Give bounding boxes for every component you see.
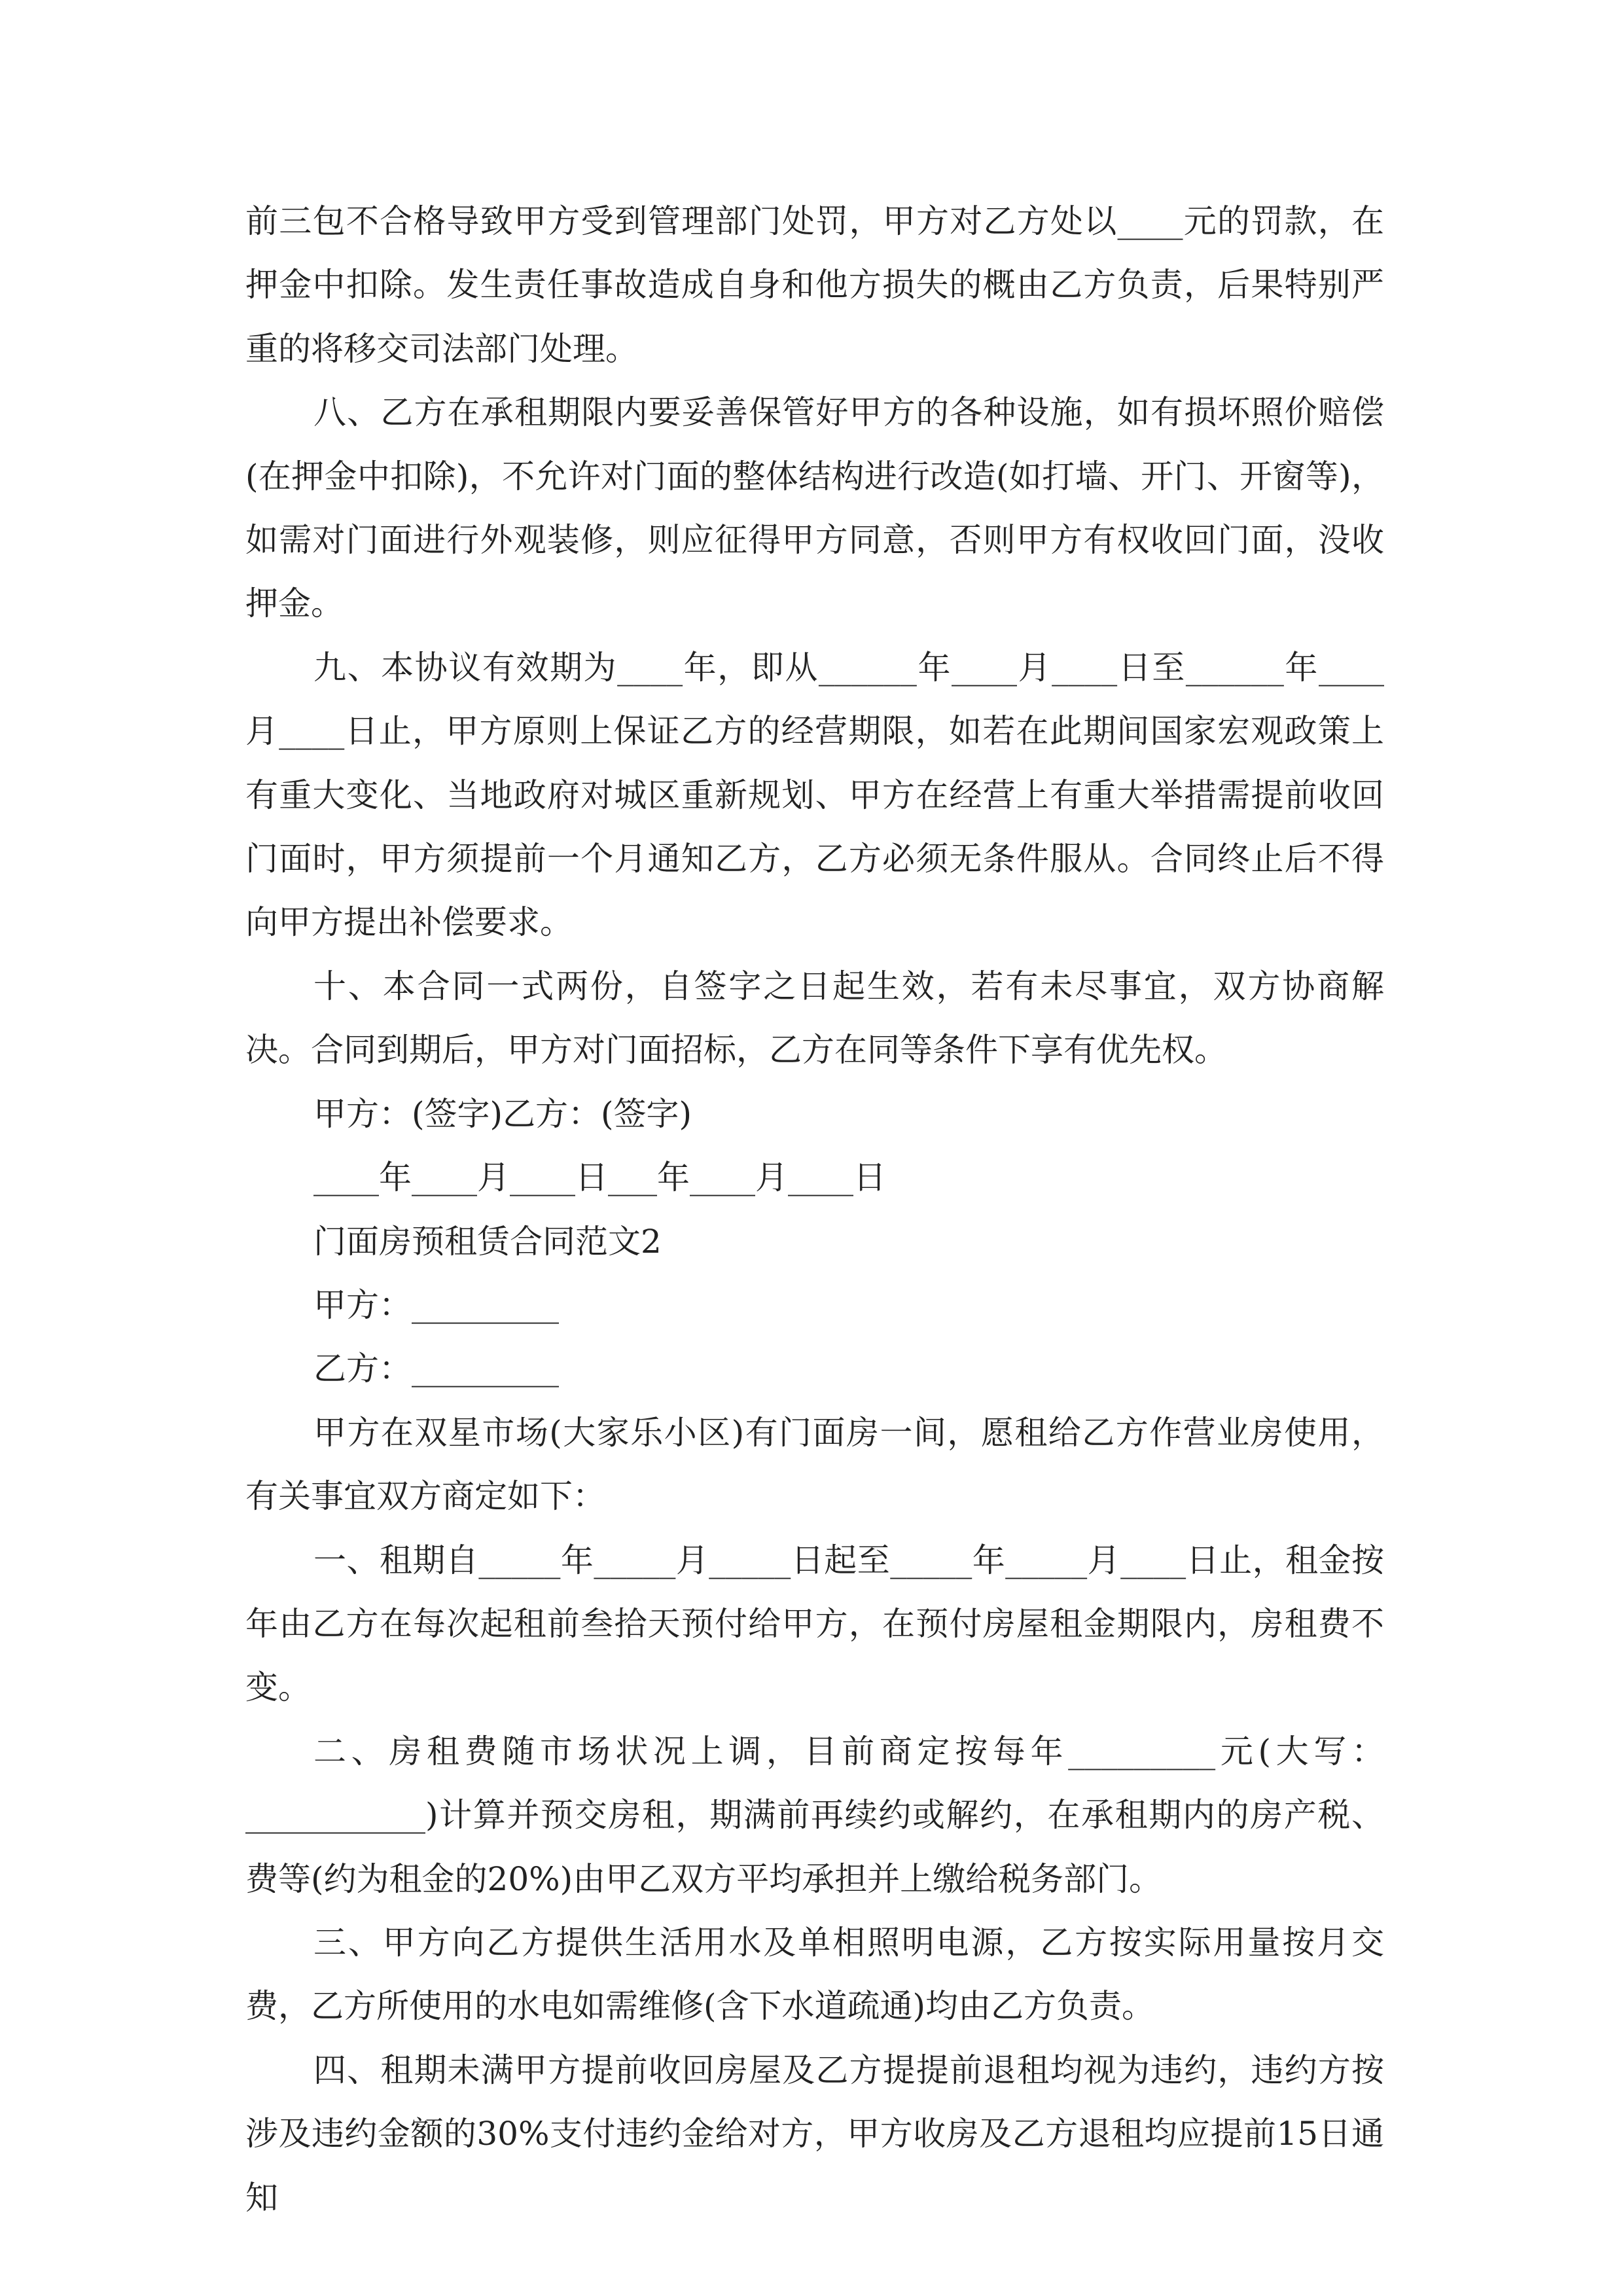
date-line: ____年____月____日___年____月____日 bbox=[313, 1158, 886, 1197]
contract-title: 门面房预租赁合同范文2 bbox=[313, 1222, 662, 1261]
party-a-line: 甲方：_________ bbox=[313, 1285, 559, 1324]
paragraph-clause-2: 二、房租费随市场状况上调，目前商定按每年_________元(大写：___________)计算并预交房租，期满前再续约或解约，在承租期内的房产税、费等(约为租金的20%)由甲乙双方平均承担并上缴给税务部门。 bbox=[245, 1732, 1384, 1898]
paragraph-clause-3: 三、甲方向乙方提供生活用水及单相照明电源，乙方按实际用量按月交费，乙方所使用的水电如需维修(含下水道疏通)均由乙方负责。 bbox=[245, 1923, 1384, 2026]
party-b-line: 乙方：_________ bbox=[313, 1350, 559, 1388]
paragraph-clause-8: 八、乙方在承租期限内要妥善保管好甲方的各种设施，如有损坏照价赔偿(在押金中扣除)，不允许对门面的整体结构进行改造(如打墙、开门、开窗等)，如需对门面进行外观装修，则应征得甲方同意，否则甲方有权收回门面，没收押金。 bbox=[245, 393, 1384, 623]
paragraph-clause-9: 九、本协议有效期为____年，即从______年____月____日至______年____月____日止，甲方原则上保证乙方的经营期限，如若在此期间国家宏观政策上有重大变化、当地政府对城区重新规划、甲方在经营上有重大举措需提前收回门面时，甲方须提前一个月通知乙方，乙方必须无条件服从。合同终止后不得向甲方提出补偿要求。 bbox=[245, 648, 1384, 942]
paragraph-clause-4: 四、租期未满甲方提前收回房屋及乙方提提前退租均视为违约，违约方按涉及违约金额的30%支付违约金给对方，甲方收房及乙方退租均应提前15日通知 bbox=[245, 2051, 1384, 2217]
paragraph-penalty-clause: 前三包不合格导致甲方受到管理部门处罚，甲方对乙方处以____元的罚款，在押金中扣除。发生责任事故造成自身和他方损失的概由乙方负责，后果特别严重的将移交司法部门处理。 bbox=[245, 202, 1384, 368]
document-page bbox=[245, 190, 1384, 2230]
signature-line: 甲方：(签字)乙方：(签字) bbox=[313, 1094, 692, 1133]
paragraph-intro: 甲方在双星市场(大家乐小区)有门面房一间，愿租给乙方作营业房使用，有关事宜双方商定如下： bbox=[245, 1413, 1384, 1516]
paragraph-clause-1: 一、租期自_____年_____月_____日起至_____年_____月____日止，租金按年由乙方在每次起租前叁拾天预付给甲方，在预付房屋租金期限内，房租费不变。 bbox=[245, 1541, 1384, 1707]
paragraph-clause-10: 十、本合同一式两份，自签字之日起生效，若有未尽事宜，双方协商解决。合同到期后，甲方对门面招标，乙方在同等条件下享有优先权。 bbox=[245, 967, 1384, 1069]
